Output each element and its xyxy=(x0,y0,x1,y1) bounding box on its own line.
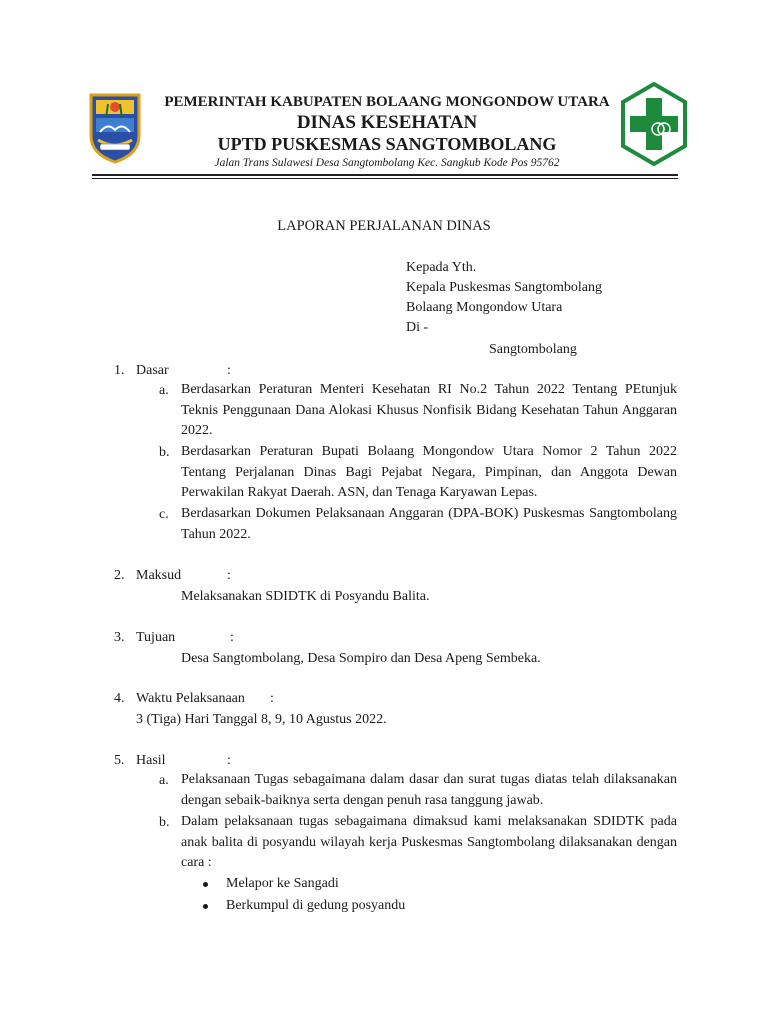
section-5a-letter: a. xyxy=(159,773,169,788)
section-1a-text: Berdasarkan Peraturan Menteri Kesehatan RI No.2 Tahun 2022 Tentang PEtunjuk Teknis Penggunaan Dana Alokasi Khusus Nonfisik Bidang Kesehatan Tahun Anggaran 2022. xyxy=(181,382,677,439)
section-2-label: Maksud xyxy=(136,568,182,583)
section-5-label: Hasil xyxy=(136,753,166,768)
section-5b-letter: b. xyxy=(159,815,170,830)
section-3-colon: : xyxy=(230,630,234,645)
section-4-label: Waktu Pelaksanaan xyxy=(136,691,245,706)
header-line-puskesmas: UPTD PUSKESMAS SANGTOMBOLANG xyxy=(217,134,557,154)
section-4-colon: : xyxy=(270,691,274,706)
section-1a-letter: a. xyxy=(159,383,169,398)
header-line-department: DINAS KESEHATAN xyxy=(296,112,478,133)
section-2-number: 2. xyxy=(114,568,125,583)
section-1c-text: Berdasarkan Dokumen Pelaksanaan Anggaran (DPA-BOK) Puskesmas Sangtombolang Tahun 2022. xyxy=(181,506,677,542)
recipient-place: Sangtombolang xyxy=(489,342,577,357)
puskesmas-cross-icon xyxy=(620,82,688,166)
section-3-number: 3. xyxy=(114,630,125,645)
section-1c-letter: c. xyxy=(159,507,169,522)
document-title: LAPORAN PERJALANAN DINAS xyxy=(277,218,491,234)
bullet-icon xyxy=(203,882,208,887)
section-4-text: 3 (Tiga) Hari Tanggal 8, 9, 10 Agustus 2022. xyxy=(136,712,387,727)
section-1-number: 1. xyxy=(114,363,125,378)
section-4-number: 4. xyxy=(114,691,125,706)
section-5a-text: Pelaksanaan Tugas sebagaimana dalam dasar dan surat tugas diatas telah dilaksanakan dengan sebaik-baiknya serta dengan penuh rasa tanggung jawab. xyxy=(181,772,677,808)
recipient-di: Di - xyxy=(406,320,429,335)
bullet-icon xyxy=(203,904,208,909)
kabupaten-crest-icon xyxy=(88,92,142,164)
section-3-label: Tujuan xyxy=(136,630,176,645)
section-5b-text: Dalam pelaksanaan tugas sebagaimana dimaksud kami melaksanakan SDIDTK pada anak balita di posyandu wilayah kerja Puskesmas Sangtombolang dilaksanakan dengan cara : xyxy=(181,814,677,871)
section-1-colon: : xyxy=(227,363,231,378)
section-5-bullet-2: Berkumpul di gedung posyandu xyxy=(226,898,406,913)
section-5-number: 5. xyxy=(114,753,125,768)
header-address: Jalan Trans Sulawesi Desa Sangtombolang Kec. Sangkub Kode Pos 95762 xyxy=(214,157,560,169)
section-2-text: Melaksanakan SDIDTK di Posyandu Balita. xyxy=(181,589,430,604)
header-divider-thick xyxy=(92,174,678,176)
section-3-text: Desa Sangtombolang, Desa Sompiro dan Desa Apeng Sembeka. xyxy=(181,651,541,666)
section-5-colon: : xyxy=(227,753,231,768)
section-5-bullet-1: Melapor ke Sangadi xyxy=(226,876,339,891)
recipient-position: Kepala Puskesmas Sangtombolang xyxy=(406,280,602,295)
section-1-label: Dasar xyxy=(136,363,169,378)
section-1b-text: Berdasarkan Peraturan Bupati Bolaang Mongondow Utara Nomor 2 Tahun 2022 Tentang Perjalanan Dinas Bagi Pejabat Negara, Pimpinan, dan Anggota Dewan Perwakilan Rakyat Daerah. ASN, dan Tenaga Karyawan Lepas. xyxy=(181,444,677,501)
header-divider-thin xyxy=(92,178,678,179)
header-line-government: PEMERINTAH KABUPATEN BOLAANG MONGONDOW UTARA xyxy=(164,94,610,110)
section-2-colon: : xyxy=(227,568,231,583)
recipient-salutation: Kepada Yth. xyxy=(406,260,477,275)
section-1b-letter: b. xyxy=(159,445,170,460)
recipient-region: Bolaang Mongondow Utara xyxy=(406,300,563,315)
